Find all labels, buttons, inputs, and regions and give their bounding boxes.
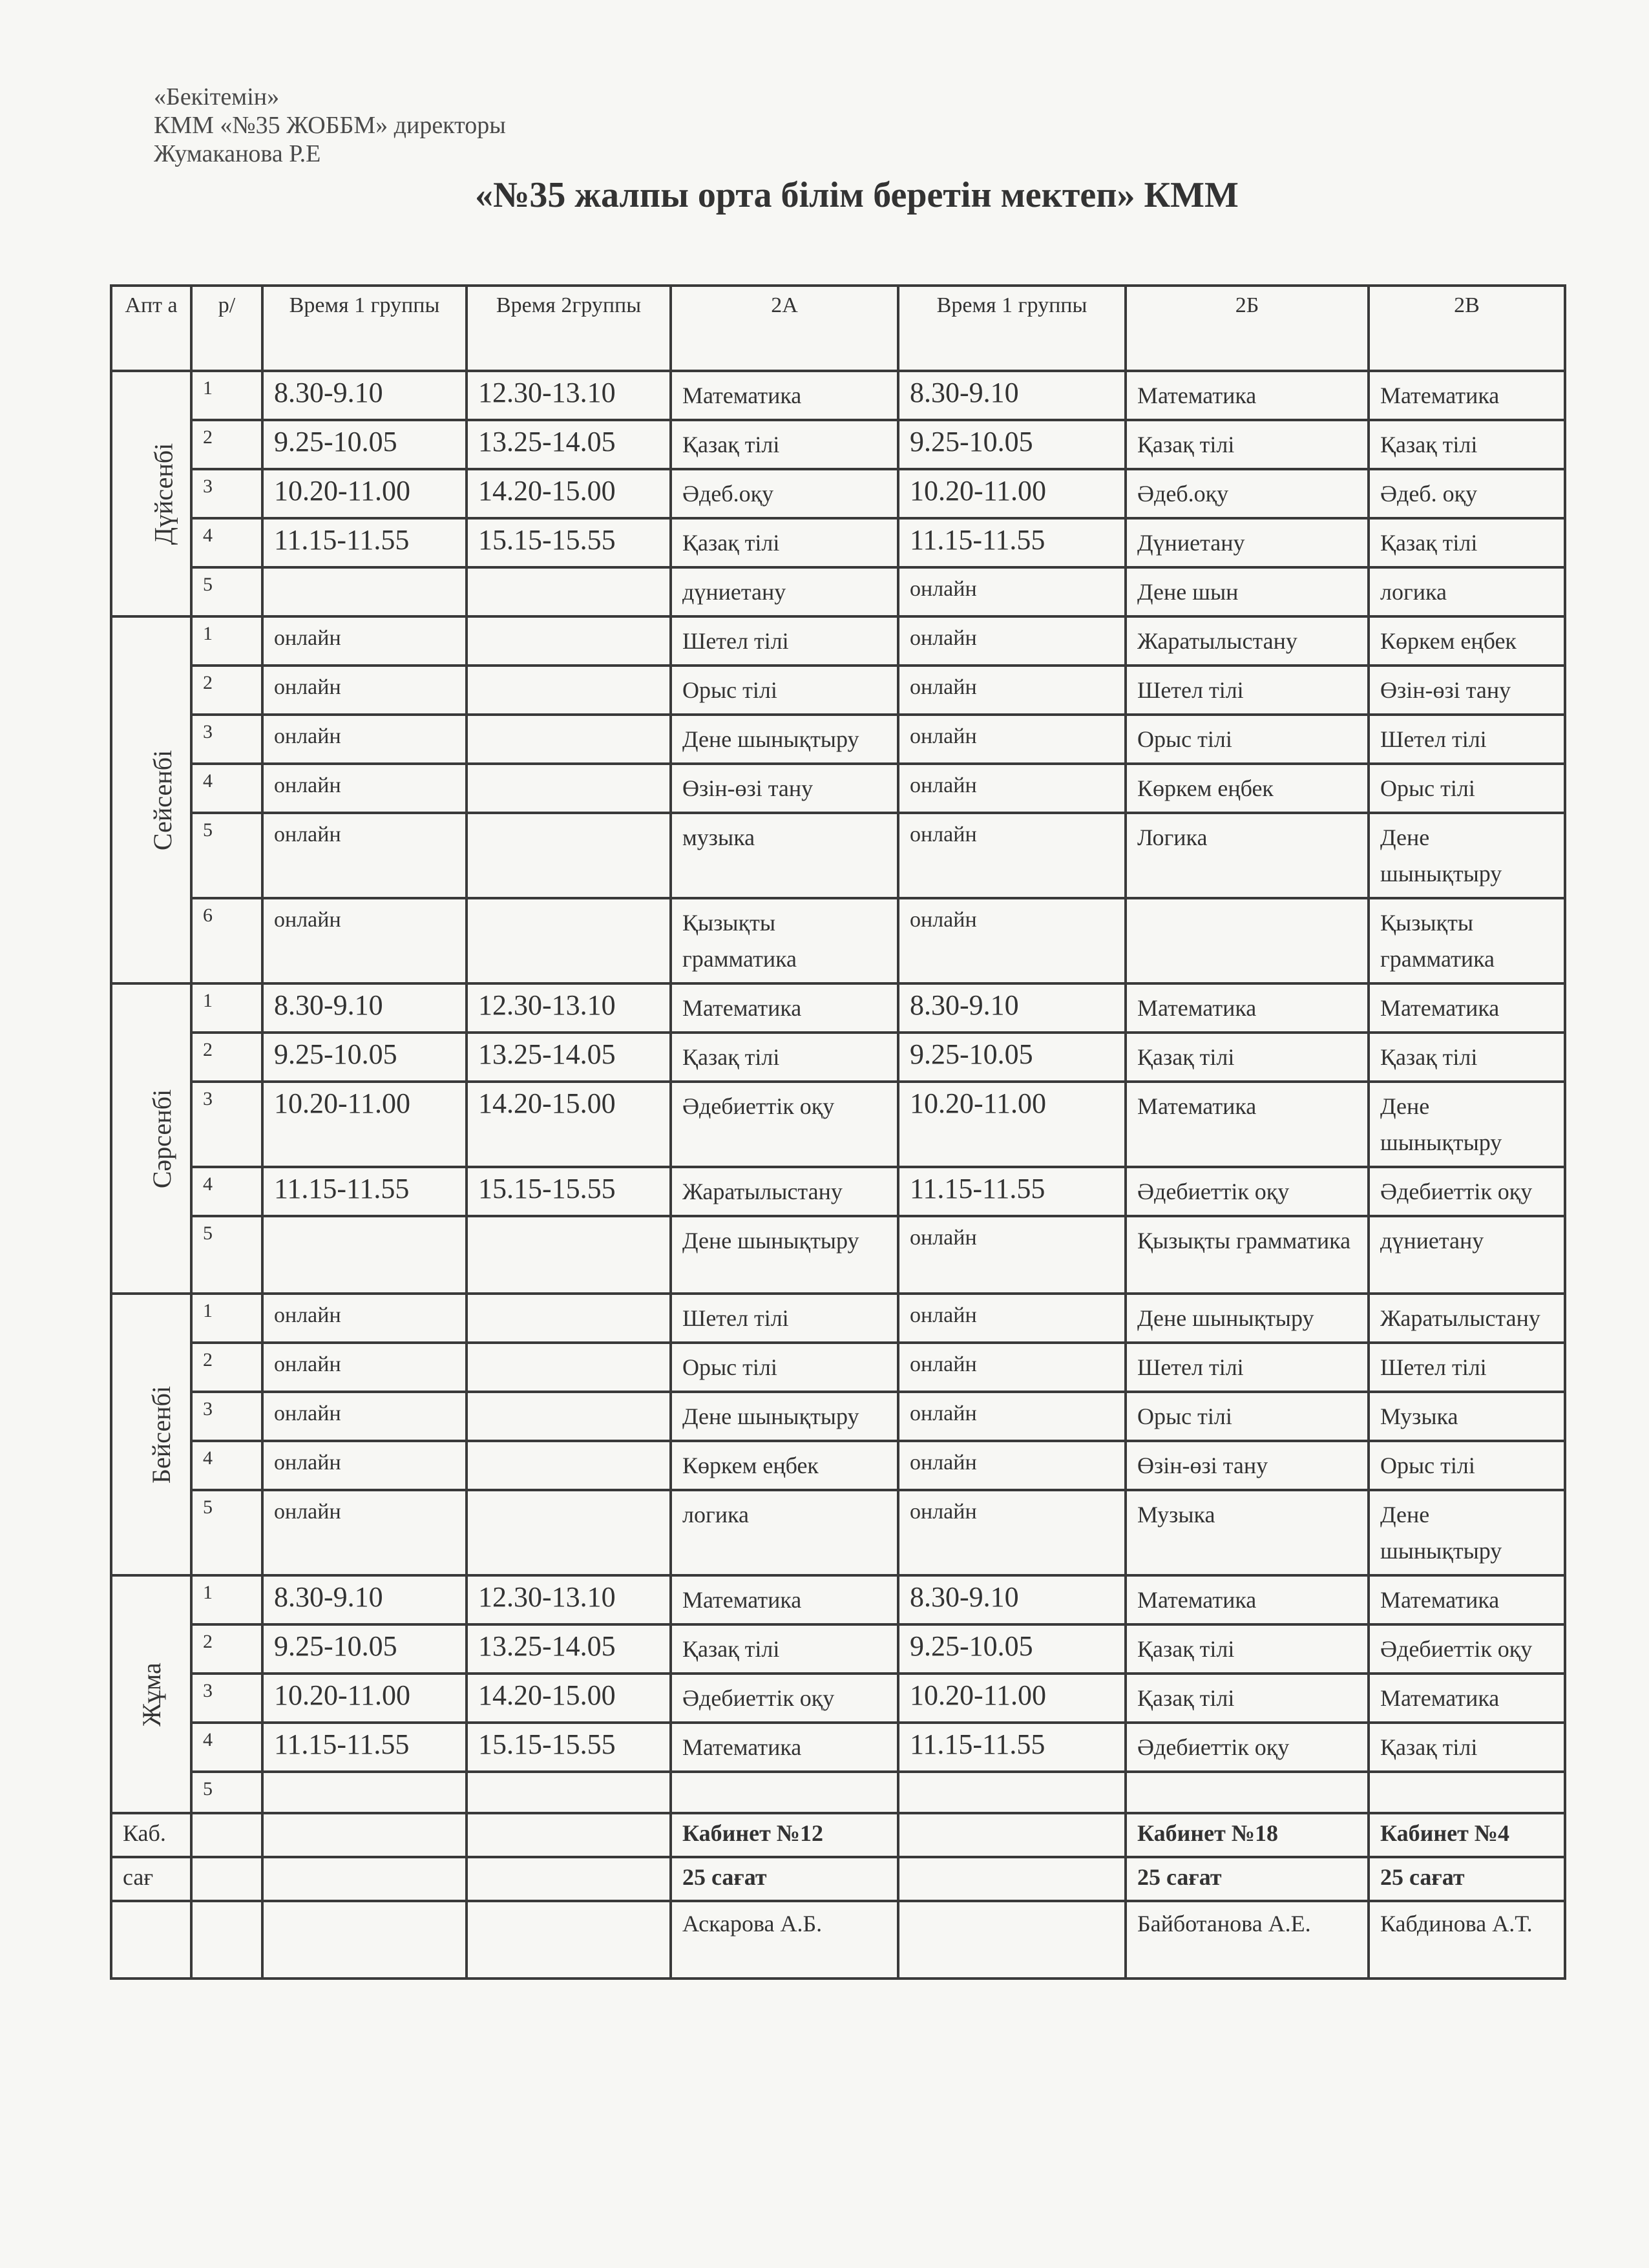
teachers-row [111,1901,1565,1979]
schedule-row [111,898,1565,983]
header-class-2b: 2Б [1126,286,1369,371]
time-group-2 [467,616,671,666]
subject-2v: Қазақ тілі [1369,1723,1565,1772]
day-name: Сәрсенбі [147,1089,177,1188]
time-group-1-2b: 11.15-11.55 [898,1167,1126,1216]
lesson-number: 3 [191,715,262,764]
subject-2v: Шетел тілі [1369,715,1565,764]
subject-2a: Математика [671,983,898,1033]
subject-2v: Дене шынықтыру [1369,1490,1565,1575]
time-group-1-2b: онлайн [898,1441,1126,1490]
lesson-number: 2 [191,1343,262,1392]
time-group-1-2b: онлайн [898,715,1126,764]
subject-2v: Математика [1369,1575,1565,1624]
time-group-1: онлайн [262,715,467,764]
schedule-row [111,420,1565,469]
subject-2a: Қазақ тілі [671,518,898,567]
lesson-number: 4 [191,764,262,813]
subject-2a: Әдебиеттік оқу [671,1674,898,1723]
subject-2b: Шетел тілі [1126,666,1369,715]
subject-2b: Қызықты грамматика [1126,1216,1369,1294]
time-group-1-2b: онлайн [898,764,1126,813]
schedule-row [111,1575,1565,1624]
subject-2v: Әдеб. оқу [1369,469,1565,518]
time-group-1-2b: онлайн [898,1343,1126,1392]
subject-2v: Математика [1369,371,1565,420]
subject-2v: Жаратылыстану [1369,1294,1565,1343]
time-group-1-2b: 11.15-11.55 [898,1723,1126,1772]
subject-2a: Математика [671,1723,898,1772]
header-week: Апт а [111,286,191,371]
lesson-number: 3 [191,1392,262,1441]
approval-line-3: Жумаканова Р.Е [154,140,321,167]
subject-2b: Әдебиеттік оқу [1126,1723,1369,1772]
time-group-2 [467,1294,671,1343]
time-group-1-2b: 9.25-10.05 [898,420,1126,469]
subject-2b: Логика [1126,813,1369,898]
approval-line-2: КММ «№35 ЖОББМ» директоры [154,112,506,139]
lesson-number: 4 [191,1723,262,1772]
time-group-2: 13.25-14.05 [467,1033,671,1082]
subject-2v: логика [1369,567,1565,616]
time-group-1-2b: 8.30-9.10 [898,983,1126,1033]
lesson-number: 6 [191,898,262,983]
subject-2b: Дүниетану [1126,518,1369,567]
lesson-number: 1 [191,1294,262,1343]
time-group-1: 9.25-10.05 [262,1033,467,1082]
subject-2v: Әдебиеттік оқу [1369,1167,1565,1216]
subject-2b: Қазақ тілі [1126,1674,1369,1723]
lesson-number: 1 [191,616,262,666]
subject-2b: Әдебиеттік оқу [1126,1167,1369,1216]
time-group-2: 14.20-15.00 [467,1674,671,1723]
time-group-1-2b: 10.20-11.00 [898,469,1126,518]
subject-2b: Қазақ тілі [1126,1624,1369,1674]
hours-label: сағ [111,1857,191,1901]
time-group-2 [467,1772,671,1813]
schedule-row [111,518,1565,567]
time-group-1-2b: онлайн [898,666,1126,715]
time-group-2: 14.20-15.00 [467,1082,671,1167]
schedule-row [111,1441,1565,1490]
subject-2a: дүниетану [671,567,898,616]
time-group-1-2b: 9.25-10.05 [898,1033,1126,1082]
time-group-1: 11.15-11.55 [262,1167,467,1216]
time-group-1: 9.25-10.05 [262,420,467,469]
subject-2a: Орыс тілі [671,666,898,715]
time-group-2 [467,1441,671,1490]
subject-2b: Көркем еңбек [1126,764,1369,813]
schedule-footer [111,1813,1565,1979]
time-group-1-2b: 9.25-10.05 [898,1624,1126,1674]
subject-2b: Жаратылыстану [1126,616,1369,666]
time-group-2 [467,898,671,983]
time-group-1-2b: онлайн [898,898,1126,983]
time-group-1-2b: онлайн [898,616,1126,666]
subject-2a: Дене шынықтыру [671,1392,898,1441]
lesson-number: 1 [191,1575,262,1624]
time-group-2: 12.30-13.10 [467,983,671,1033]
subject-2b: Музыка [1126,1490,1369,1575]
time-group-1: онлайн [262,1490,467,1575]
schedule-row [111,371,1565,420]
subject-2a: Математика [671,371,898,420]
time-group-1: 8.30-9.10 [262,1575,467,1624]
time-group-1-2b: 10.20-11.00 [898,1674,1126,1723]
day-label [111,1575,191,1813]
time-group-1-2b: онлайн [898,1490,1126,1575]
subject-2v: Қызықты грамматика [1369,898,1565,983]
subject-2a: музыка [671,813,898,898]
subject-2a: Қазақ тілі [671,1033,898,1082]
schedule-row [111,1294,1565,1343]
time-group-1: онлайн [262,1392,467,1441]
cabinet-row [111,1813,1565,1857]
schedule-row [111,1723,1565,1772]
lesson-number: 1 [191,371,262,420]
lesson-number: 4 [191,518,262,567]
cabinet-2b: Кабинет №18 [1126,1813,1369,1857]
subject-2a: Орыс тілі [671,1343,898,1392]
subject-2a [671,1772,898,1813]
subject-2b: Қазақ тілі [1126,420,1369,469]
lesson-number: 4 [191,1167,262,1216]
time-group-2: 15.15-15.55 [467,1167,671,1216]
day-name: Бейсенбі [147,1385,176,1484]
subject-2a: Математика [671,1575,898,1624]
time-group-1: онлайн [262,898,467,983]
lesson-number: 1 [191,983,262,1033]
time-group-2 [467,666,671,715]
header-time1: Время 1 группы [262,286,467,371]
time-group-1 [262,1772,467,1813]
schedule-row [111,983,1565,1033]
time-group-1-2b: 8.30-9.10 [898,371,1126,420]
subject-2v: Дене шынықтыру [1369,813,1565,898]
subject-2v: Математика [1369,983,1565,1033]
time-group-1: онлайн [262,1343,467,1392]
time-group-1-2b: онлайн [898,813,1126,898]
schedule-row [111,1033,1565,1082]
subject-2b: Дене шынықтыру [1126,1294,1369,1343]
time-group-1-2b: онлайн [898,567,1126,616]
schedule-row [111,1343,1565,1392]
time-group-2 [467,1343,671,1392]
day-label [111,983,191,1294]
schedule-row [111,1624,1565,1674]
lesson-number: 5 [191,567,262,616]
subject-2b: Математика [1126,371,1369,420]
lesson-number: 5 [191,1216,262,1294]
time-group-1: онлайн [262,1441,467,1490]
time-group-2: 12.30-13.10 [467,371,671,420]
header-class-2a: 2А [671,286,898,371]
subject-2v: дүниетану [1369,1216,1565,1294]
time-group-2: 13.25-14.05 [467,1624,671,1674]
time-group-1 [262,1216,467,1294]
time-group-2: 15.15-15.55 [467,1723,671,1772]
cabinet-2v: Кабинет №4 [1369,1813,1565,1857]
time-group-2 [467,1490,671,1575]
schedule-row [111,469,1565,518]
subject-2b: Математика [1126,1575,1369,1624]
subject-2a: Дене шынықтыру [671,715,898,764]
teacher-2a: Аскарова А.Б. [671,1901,898,1979]
schedule-row [111,1772,1565,1813]
schedule-row [111,764,1565,813]
subject-2a: Қазақ тілі [671,1624,898,1674]
time-group-1: 9.25-10.05 [262,1624,467,1674]
cabinet-2a: Кабинет №12 [671,1813,898,1857]
time-group-2: 13.25-14.05 [467,420,671,469]
subject-2v: Дене шынықтыру [1369,1082,1565,1167]
time-group-1-2b: 8.30-9.10 [898,1575,1126,1624]
time-group-1: онлайн [262,666,467,715]
schedule-row [111,715,1565,764]
subject-2a: Дене шынықтыру [671,1216,898,1294]
subject-2v: Көркем еңбек [1369,616,1565,666]
subject-2v: Қазақ тілі [1369,420,1565,469]
time-group-2 [467,567,671,616]
schedule-row [111,1082,1565,1167]
time-group-1 [262,567,467,616]
time-group-1-2b: 10.20-11.00 [898,1082,1126,1167]
time-group-1: 11.15-11.55 [262,518,467,567]
subject-2v: Шетел тілі [1369,1343,1565,1392]
hours-row [111,1857,1565,1901]
header-row [111,286,1565,371]
subject-2a: логика [671,1490,898,1575]
subject-2a: Шетел тілі [671,1294,898,1343]
time-group-1-2b: онлайн [898,1216,1126,1294]
subject-2a: Қызықты грамматика [671,898,898,983]
subject-2b: Орыс тілі [1126,715,1369,764]
subject-2a: Әдебиеттік оқу [671,1082,898,1167]
lesson-number: 2 [191,1624,262,1674]
day-label [111,616,191,983]
subject-2v [1369,1772,1565,1813]
subject-2b [1126,1772,1369,1813]
schedule-row [111,1490,1565,1575]
time-group-1: 8.30-9.10 [262,983,467,1033]
time-group-2 [467,1216,671,1294]
time-group-1: онлайн [262,764,467,813]
time-group-2: 12.30-13.10 [467,1575,671,1624]
schedule-row [111,1216,1565,1294]
subject-2v: Математика [1369,1674,1565,1723]
page-title: «№35 жалпы орта білім беретін мектеп» КММ [475,175,1239,215]
subject-2a: Әдеб.оқу [671,469,898,518]
schedule-row [111,1392,1565,1441]
time-group-2: 15.15-15.55 [467,518,671,567]
subject-2b: Дене шын [1126,567,1369,616]
lesson-number: 3 [191,1674,262,1723]
schedule-row [111,1674,1565,1723]
teacher-2v: Кабдинова А.Т. [1369,1901,1565,1979]
time-group-1: 11.15-11.55 [262,1723,467,1772]
schedule-row [111,813,1565,898]
lesson-number: 2 [191,1033,262,1082]
day-label [111,371,191,616]
subject-2a: Көркем еңбек [671,1441,898,1490]
time-group-1: онлайн [262,813,467,898]
day-name: Сейсенбі [148,750,178,850]
subject-2v: Орыс тілі [1369,1441,1565,1490]
subject-2b: Математика [1126,1082,1369,1167]
schedule-row [111,1167,1565,1216]
time-group-1: онлайн [262,616,467,666]
subject-2v: Музыка [1369,1392,1565,1441]
schedule-row [111,616,1565,666]
time-group-1-2b [898,1772,1126,1813]
subject-2a: Өзін-өзі тану [671,764,898,813]
header-time2: Время 2группы [467,286,671,371]
approval-stamp [154,83,506,168]
subject-2a: Жаратылыстану [671,1167,898,1216]
cabinet-label: Каб. [111,1813,191,1857]
time-group-2 [467,764,671,813]
time-group-2 [467,1392,671,1441]
lesson-number: 3 [191,469,262,518]
subject-2b [1126,898,1369,983]
subject-2v: Қазақ тілі [1369,1033,1565,1082]
time-group-1-2b: онлайн [898,1294,1126,1343]
lesson-number: 4 [191,1441,262,1490]
hours-2a: 25 сағат [671,1857,898,1901]
lesson-number: 2 [191,420,262,469]
time-group-1-2b: 11.15-11.55 [898,518,1126,567]
time-group-2 [467,813,671,898]
header-num: р/ [191,286,262,371]
time-group-2: 14.20-15.00 [467,469,671,518]
day-name: Дүйсенбі [149,443,178,545]
approval-line-1: «Бекітемін» [154,83,280,110]
subject-2b: Әдеб.оқу [1126,469,1369,518]
lesson-number: 5 [191,813,262,898]
subject-2b: Шетел тілі [1126,1343,1369,1392]
time-group-1: 10.20-11.00 [262,469,467,518]
schedule-body [111,371,1565,1813]
lesson-number: 5 [191,1490,262,1575]
schedule-row [111,567,1565,616]
header-class-2v: 2В [1369,286,1565,371]
time-group-2 [467,715,671,764]
subject-2b: Қазақ тілі [1126,1033,1369,1082]
subject-2v: Өзін-өзі тану [1369,666,1565,715]
lesson-number: 5 [191,1772,262,1813]
time-group-1: онлайн [262,1294,467,1343]
schedule-row [111,666,1565,715]
schedule-table [110,284,1566,1980]
subject-2v: Қазақ тілі [1369,518,1565,567]
subject-2b: Өзін-өзі тану [1126,1441,1369,1490]
header-time3: Время 1 группы [898,286,1126,371]
time-group-1: 10.20-11.00 [262,1082,467,1167]
time-group-1: 10.20-11.00 [262,1674,467,1723]
subject-2a: Қазақ тілі [671,420,898,469]
hours-2v: 25 сағат [1369,1857,1565,1901]
time-group-1-2b: онлайн [898,1392,1126,1441]
time-group-1: 8.30-9.10 [262,371,467,420]
subject-2a: Шетел тілі [671,616,898,666]
lesson-number: 2 [191,666,262,715]
hours-2b: 25 сағат [1126,1857,1369,1901]
subject-2b: Математика [1126,983,1369,1033]
teacher-2b: Байботанова А.Е. [1126,1901,1369,1979]
lesson-number: 3 [191,1082,262,1167]
subject-2b: Орыс тілі [1126,1392,1369,1441]
day-label [111,1294,191,1575]
subject-2v: Әдебиеттік оқу [1369,1624,1565,1674]
subject-2v: Орыс тілі [1369,764,1565,813]
day-name: Жұма [136,1662,166,1727]
